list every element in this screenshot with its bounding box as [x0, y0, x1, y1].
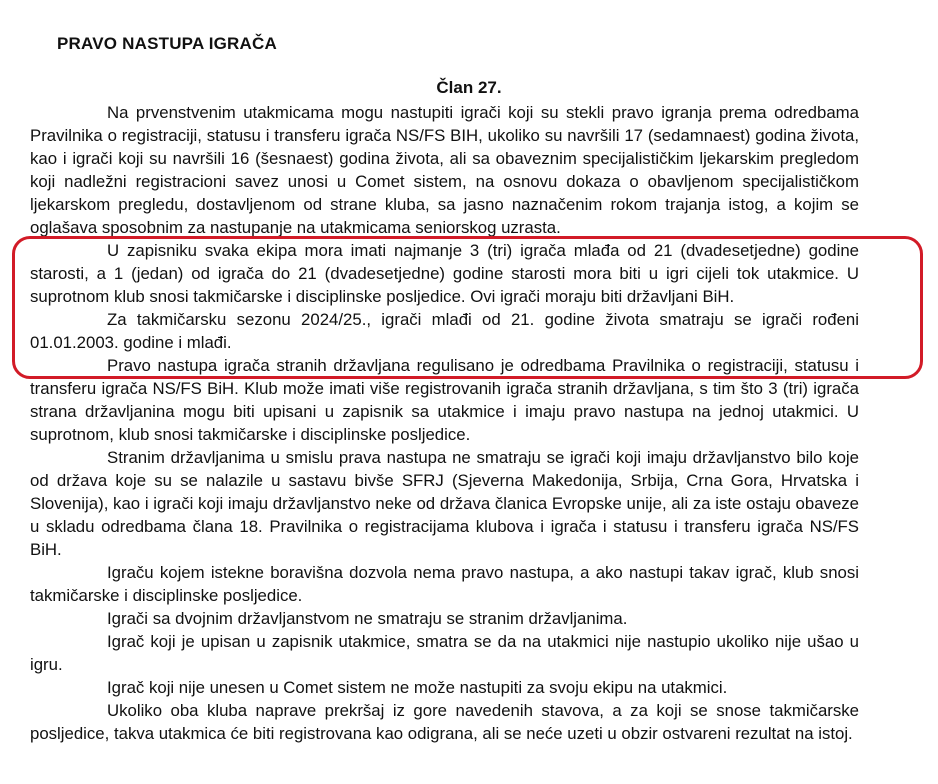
- paragraph: Igrač koji je upisan u zapisnik utakmice, smatra se da na utakmici nije nastupio ukoliko nije ušao u igru.: [30, 632, 859, 674]
- paragraph: Stranim državljanima u smislu prava nastupa ne smatraju se igrači koji imaju državljanstvo bilo koje od država koje su se nalazile u sastavu bivše SFRJ (Sjeverna Makedonija, Srbija, Crna Gora, Hrvatska i Slovenija), kao i igrači koji imaju državljanstvo neke od država članica Evropske unije, ali za iste ostaju obaveze u skladu odredbama člana 18. Pravilnika o registracijama klubova i igrača i statusu i transferu igrača NS/FS BiH.: [30, 448, 859, 559]
- section-heading: PRAVO NASTUPA IGRAČA: [57, 34, 277, 53]
- paragraph: Na prvenstvenim utakmicama mogu nastupiti igrači koji su stekli pravo igranja prema odredbama Pravilnika o registraciji, statusu i transferu igrača NS/FS BIH, ukoliko su navršili 17 (sedamnaest) godina života, kao i igrači koji su navršili 16 (šesnaest) godina života, ali sa obaveznim specijalističkim ljekarskim pregledom koji nadležni registracioni savez unosi u Comet sistem, na osnovu dokaza o obavljenom specijalističkom ljekarskom pregledu, dostavljenom od strane kluba, sa jasno naznačenim rokom trajanja istog, a kojim se oglašava sposobnim za nastupanje na utakmicama seniorskog uzrasta.: [30, 103, 859, 237]
- paragraph: Ukoliko oba kluba naprave prekršaj iz gore navedenih stavova, a za koji se snose takmičarske posljedice, takva utakmica će biti registrovana kao odigrana, ali se neće uzeti u obzir ostvareni rezultat na istoj.: [30, 701, 859, 743]
- article-title: Član 27.: [436, 78, 502, 97]
- paragraph: Igraču kojem istekne boravišna dozvola nema pravo nastupa, a ako nastupi takav igrač, klub snosi takmičarske i disciplinske posljedice.: [30, 563, 859, 605]
- highlight-annotation-box: [12, 236, 923, 379]
- paragraph: Igrač koji nije unesen u Comet sistem ne može nastupiti za svoju ekipu na utakmici.: [107, 678, 728, 697]
- paragraph: Pravo nastupa igrača stranih državljana regulisano je odredbama Pravilnika o registraciji, statusu i transferu igrača NS/FS BiH. Klub može imati više registrovanih igrača stranih državljana, s tim što 3 (tri) igrača strana državljanina mogu biti upisani u zapisnik sa utakmice i imaju pravo nastupa na jednoj utakmici. U suprotnom, klub snosi takmičarske i disciplinske posljedice.: [30, 356, 859, 444]
- paragraph: Za takmičarsku sezonu 2024/25., igrači mlađi od 21. godine života smatraju se igrači rođeni 01.01.2003. godine i mlađi.: [30, 310, 859, 352]
- paragraph: U zapisniku svaka ekipa mora imati najmanje 3 (tri) igrača mlađa od 21 (dvadesetjedne) godine starosti, a 1 (jedan) od igrača do 21 (dvadesetjedne) godine starosti mora biti u igri cijeli tok utakmice. U suprotnom klub snosi takmičarske i disciplinske posljedice. Ovi igrači moraju biti državljani BiH.: [30, 241, 859, 306]
- article-body: [30, 101, 859, 745]
- paragraph: Igrači sa dvojnim državljanstvom ne smatraju se stranim državljanima.: [107, 609, 628, 628]
